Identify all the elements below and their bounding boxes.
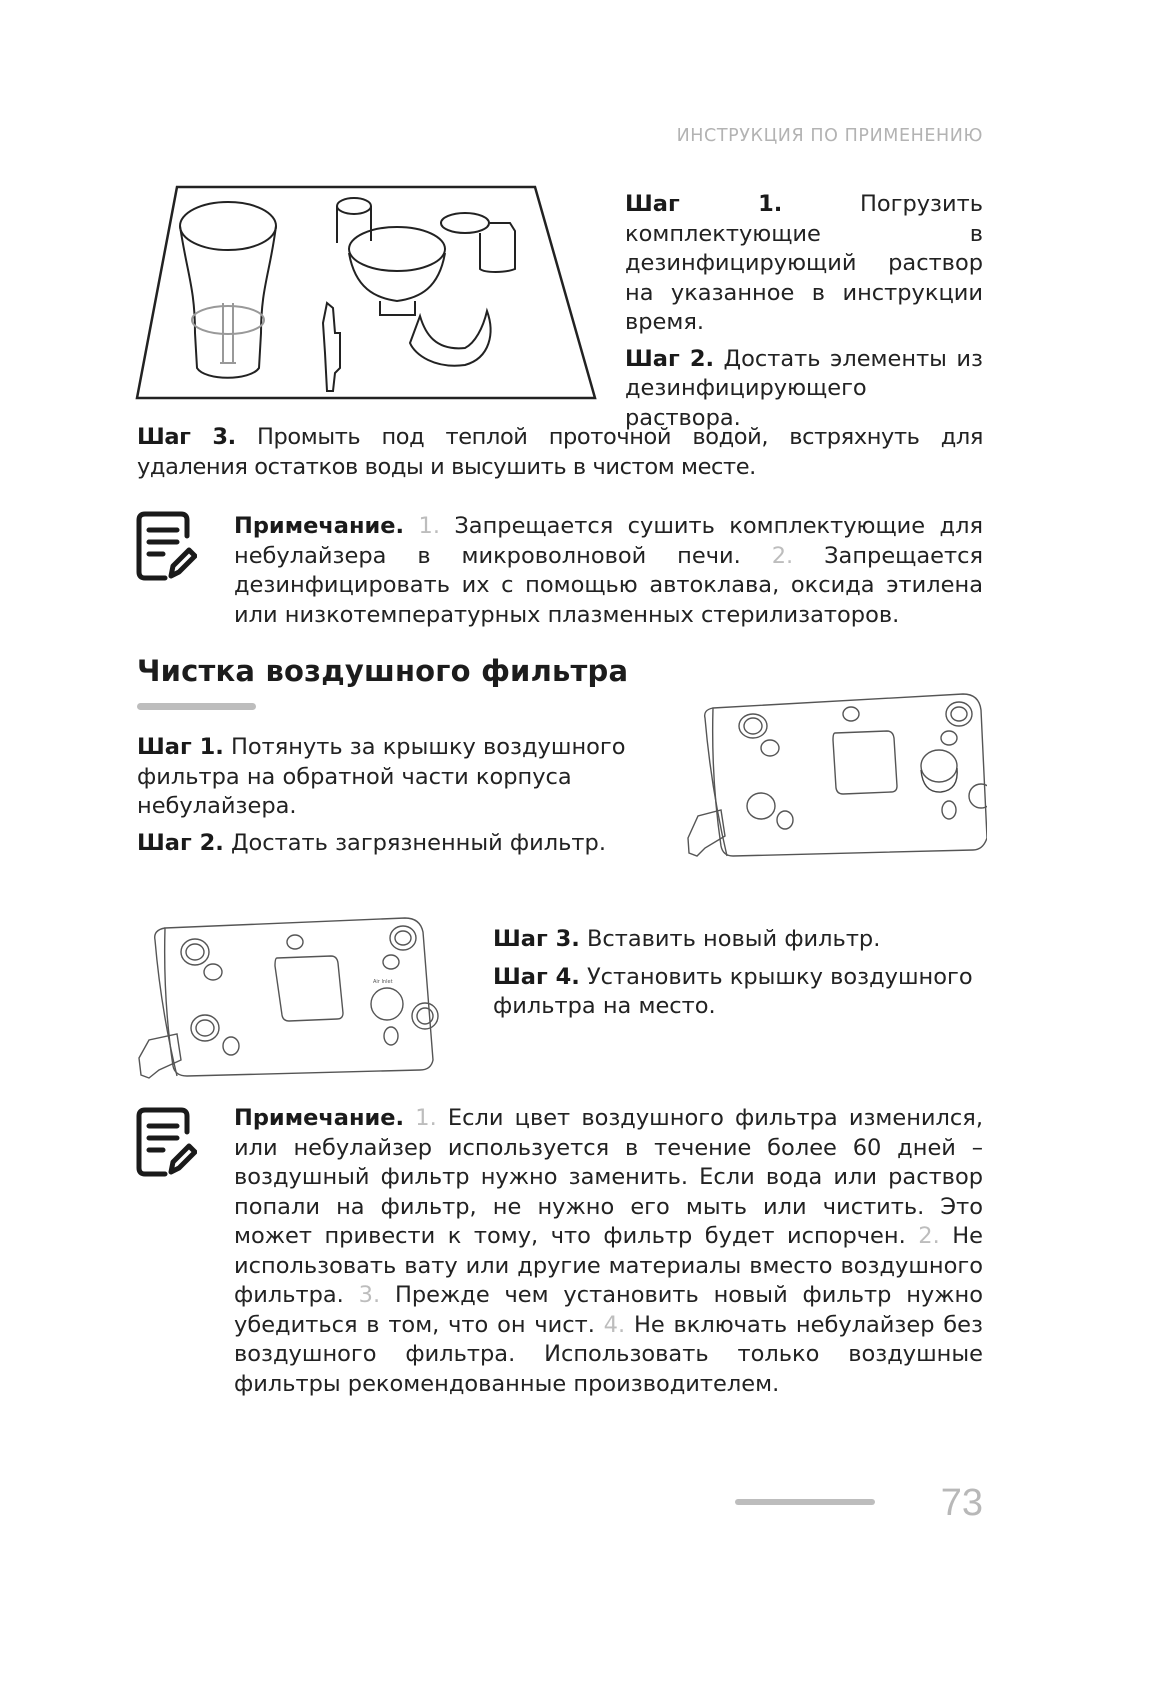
nebulizer-back-with-filter-cover-illustration <box>683 688 987 858</box>
page-number: 73 <box>940 1482 983 1524</box>
note-pencil-icon <box>135 510 197 582</box>
note-disinfection <box>234 512 983 630</box>
nebulizer-parts-illustration <box>135 183 597 403</box>
note-pencil-icon <box>135 1106 197 1178</box>
running-header: ИНСТРУКЦИЯ ПО ПРИМЕНЕНИЮ <box>676 126 983 146</box>
section-title-underline <box>137 703 256 710</box>
air-inlet-label: Air Inlet <box>373 979 393 985</box>
step-text: Вставить новый фильтр. <box>586 926 881 952</box>
step-label: Шаг 1. <box>625 191 783 217</box>
filter-steps-1-2 <box>137 733 657 858</box>
step-label: Шаг 1. <box>137 734 224 760</box>
note-item-text: Если цвет воздушного фильтра изменился, или небулайзер используется в течение более 60 дней – воздушный фильтр нужно заменить. Если вода или раствор попали на фильтр, не нужно его мыть или чистить. Это может привести к тому, что фильтр будет испорчен. <box>234 1105 983 1249</box>
note-item-number: 1. <box>418 513 440 539</box>
step-4 <box>493 963 983 1022</box>
step-text: Достать элементы из дезинфицирующего раствора. <box>625 345 983 431</box>
footer-divider <box>735 1499 875 1505</box>
note-label: Примечание. <box>234 1105 405 1131</box>
note-item-text: Не включать небулайзер без воздушного фильтра. Использовать только воздушные фильтры рекомендованные производителем. <box>234 1311 983 1397</box>
step-text: Погрузить комплектующие в дезинфицирующий раствор на указанное в инструкции время. <box>625 191 983 335</box>
note-label: Примечание. <box>234 513 405 539</box>
step-2 <box>137 829 657 859</box>
disinfection-steps-1-2 <box>625 190 983 433</box>
step-text: Промыть под теплой проточной водой, встряхнуть для удаления остатков воды и высушить в чистом месте. <box>137 424 983 480</box>
note-item-number: 4. <box>603 1311 626 1338</box>
note-item-number: 3. <box>358 1282 381 1308</box>
step-text: Потянуть за крышку воздушного фильтра на обратной части корпуса небулайзера. <box>137 734 626 819</box>
note-item-text: Запрещается дезинфицировать их с помощью автоклава, оксида этилена или низкотемпературных плазменных стерилизаторов. <box>234 542 984 628</box>
section-title: Чистка воздушного фильтра <box>137 654 629 688</box>
step-1 <box>625 190 983 338</box>
step-1 <box>137 733 657 822</box>
step-text: Установить крышку воздушного фильтра на место. <box>493 963 973 1019</box>
step-text: Достать загрязненный фильтр. <box>230 829 606 856</box>
step-label: Шаг 3. <box>493 926 580 952</box>
note-item-text: Не использовать вату или другие материалы вместо воздушного фильтра. <box>234 1223 983 1308</box>
step-label: Шаг 2. <box>137 829 224 856</box>
note-item-number: 2. <box>771 542 794 569</box>
note-item-number: 2. <box>918 1223 940 1249</box>
note-filter <box>234 1104 983 1399</box>
nebulizer-back-air-inlet-illustration <box>135 900 445 1080</box>
step-label: Шаг 2. <box>625 345 715 372</box>
step-3 <box>137 423 983 482</box>
note-item-text: Прежде чем установить новый фильтр нужно убедиться в том, что он чист. <box>234 1282 983 1338</box>
step-3 <box>493 925 983 955</box>
step-label: Шаг 3. <box>137 424 236 450</box>
step-2 <box>625 345 983 434</box>
note-item-text: Запрещается сушить комплектующие для небулайзера в микроволновой печи. <box>234 513 984 569</box>
note-item-number: 1. <box>415 1105 437 1131</box>
step-label: Шаг 4. <box>493 963 580 990</box>
filter-steps-3-4 <box>493 925 983 1022</box>
